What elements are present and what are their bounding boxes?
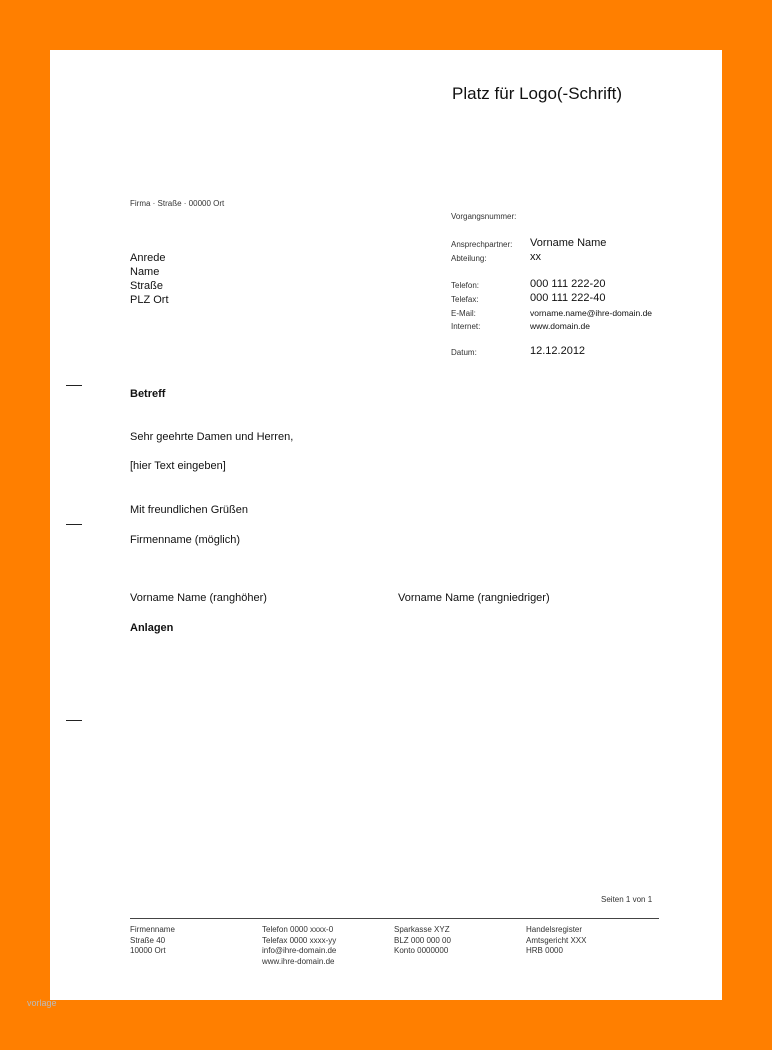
footer-line: info@ihre-domain.de [262,946,337,955]
email-label: E-Mail: [451,309,476,318]
punch-mark [66,524,82,525]
web-label: Internet: [451,322,481,331]
date-label: Datum: [451,348,477,357]
signature-right: Vorname Name (rangniedriger) [398,592,550,604]
department-value: xx [530,251,541,263]
fold-mark-top [66,385,82,386]
subject: Betreff [130,388,166,400]
footer-line: Telefax 0000 xxxx-yy [262,935,337,945]
phone-value: 000 111 222-20 [530,278,606,290]
web-value: www.domain.de [530,321,591,331]
footer-line: Sparkasse XYZ [394,925,450,934]
email-value: vorname.name@ihre-domain.de [530,308,653,318]
footer-line: Firmenname [130,925,175,934]
fold-mark-bottom [66,720,82,721]
recipient-salutation: Anrede [130,252,166,264]
footer-col-company [130,925,175,957]
footer-col-register [526,925,586,957]
footer-rule [130,918,659,919]
footer-line: BLZ 000 000 00 [394,935,451,945]
watermark: vorlage [27,998,57,1008]
reference-label: Vorgangsnummer: [451,212,517,221]
sender-line: Firma · Straße · 00000 Ort [130,199,225,208]
recipient-city: PLZ Ort [130,294,169,306]
footer-line: www.ihre-domain.de [262,956,335,966]
recipient-name: Name [130,266,160,278]
signature-left: Vorname Name (ranghöher) [130,592,267,604]
footer-line: Amtsgericht XXX [526,935,587,945]
page-number: Seiten 1 von 1 [601,895,653,904]
footer-line: Konto 0000000 [394,946,449,955]
date-value: 12.12.2012 [530,345,586,357]
body-placeholder: [hier Text eingeben] [130,460,226,472]
fax-label: Telefax: [451,295,479,304]
department-label: Abteilung: [451,254,487,263]
fax-value: 000 111 222-40 [530,292,606,304]
recipient-street: Straße [130,280,164,292]
footer-line: 10000 Ort [130,946,166,955]
attachments: Anlagen [130,622,174,634]
phone-label: Telefon: [451,281,480,290]
footer-line: Straße 40 [130,935,166,945]
footer-line: Telefon 0000 xxxx-0 [262,925,334,934]
company-name: Firmenname (möglich) [130,534,241,546]
footer-line: HRB 0000 [526,946,563,955]
footer-line: Handelsregister [526,925,583,934]
contact-value: Vorname Name [530,237,607,249]
contact-label: Ansprechpartner: [451,240,513,249]
letter-page [50,50,722,1000]
greeting: Sehr geehrte Damen und Herren, [130,431,294,443]
footer-col-bank [394,925,451,957]
logo-placeholder: Platz für Logo(-Schrift) [452,84,623,103]
closing: Mit freundlichen Grüßen [130,504,248,516]
footer-col-contact [262,925,336,967]
